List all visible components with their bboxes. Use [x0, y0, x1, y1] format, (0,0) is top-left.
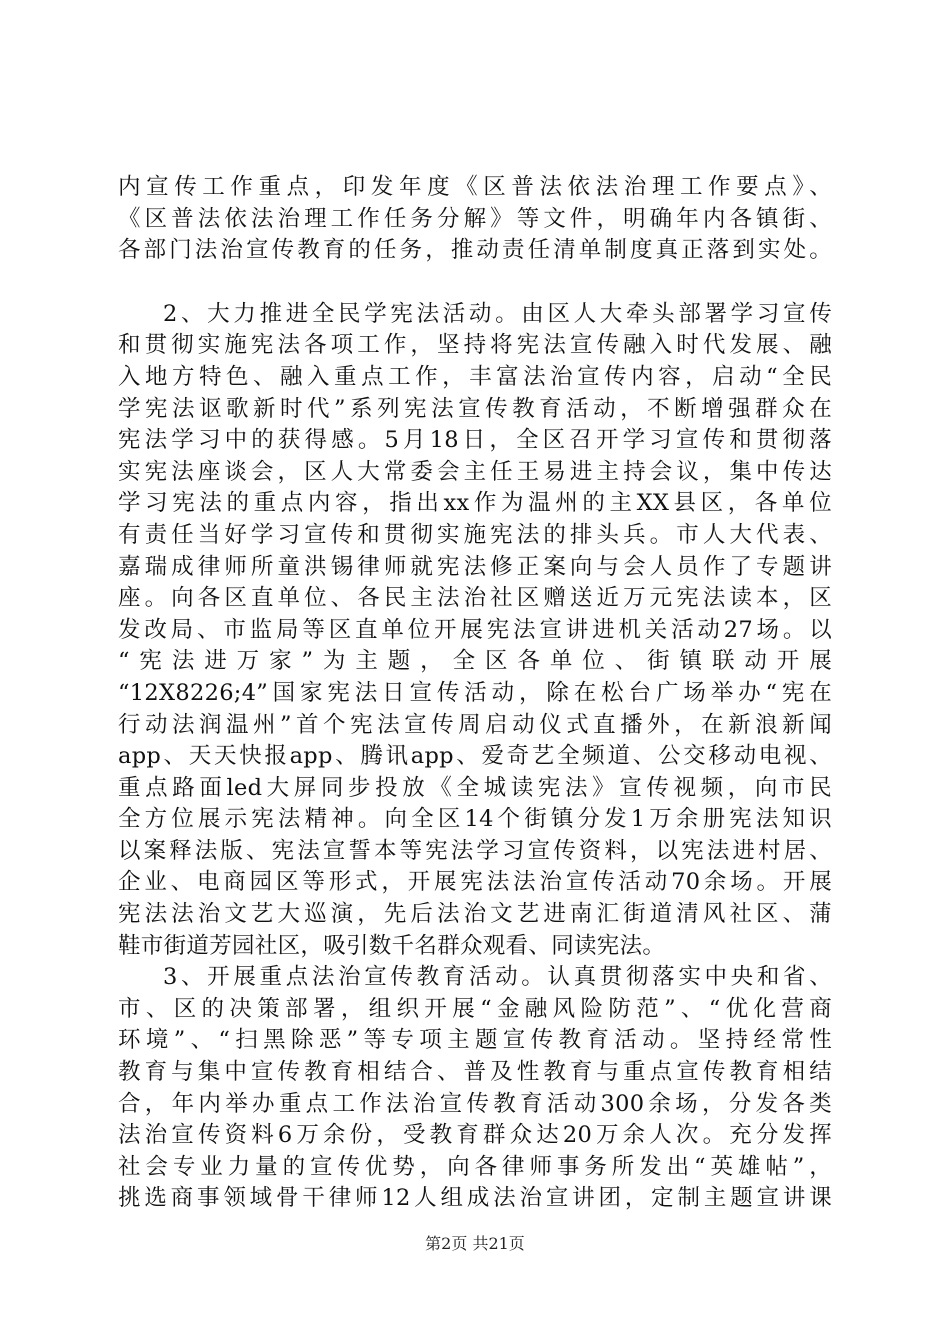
text-line: app、天天快报app、腾讯app、爱奇艺全频道、公交移动电视、: [118, 743, 832, 770]
text-line: 2、大力推进全民学宪法活动。由区人大牵头部署学习宣传: [163, 300, 832, 327]
text-line: 有责任当好学习宣传和贯彻实施宪法的排头兵。市人大代表、: [118, 521, 832, 548]
text-line: 嘉瑞成律师所童洪锡律师就宪法修正案向与会人员作了专题讲: [118, 553, 832, 580]
text-line: 宪法学习中的获得感。5月18日，全区召开学习宣传和贯彻落: [118, 427, 832, 454]
text-line: 社会专业力量的宣传优势，向各律师事务所发出“英雄帖”，: [118, 1153, 832, 1180]
paragraph-gap: [118, 267, 832, 299]
paragraph-1: [118, 172, 832, 267]
text-line: 《区普法依法治理工作任务分解》等文件，明确年内各镇街、: [118, 205, 832, 232]
text-line: 法治宣传资料6万余份，受教育群众达20万余人次。充分发挥: [118, 1122, 832, 1149]
text-line: 以案释法版、宪法宣誓本等宪法学习宣传资料，以宪法进村居、: [118, 837, 832, 864]
text-line: 3、开展重点法治宣传教育活动。认真贯彻落实中央和省、: [163, 964, 832, 991]
text-line: 行动法润温州”首个宪法宣传周启动仪式直播外，在新浪新闻: [118, 711, 832, 738]
text-line: 入地方特色、融入重点工作，丰富法治宣传内容，启动“全民: [118, 363, 832, 390]
text-line: 和贯彻实施宪法各项工作，坚持将宪法宣传融入时代发展、融: [118, 332, 832, 359]
text-line: 挑选商事领域骨干律师12人组成法治宣讲团，定制主题宣讲课: [118, 1185, 832, 1212]
text-line: 鞋市街道芳园社区，吸引数千名群众观看、同读宪法。: [118, 932, 666, 959]
page-number: 第2页 共21页: [425, 1234, 525, 1253]
text-line: 座。向各区直单位、各民主法治社区赠送近万元宪法读本，区: [118, 585, 832, 612]
text-line: 学习宪法的重点内容，指出xx作为温州的主XX县区，各单位: [118, 490, 832, 517]
text-line: 学宪法讴歌新时代”系列宪法宣传教育活动，不断增强群众在: [118, 395, 832, 422]
text-line: 发改局、市监局等区直单位开展宪法宣讲进机关活动27场。以: [118, 616, 832, 643]
text-line: 全方位展示宪法精神。向全区14个街镇分发1万余册宪法知识: [118, 806, 832, 833]
text-line: 合，年内举办重点工作法治宣传教育活动300余场，分发各类: [118, 1090, 832, 1117]
text-line: 重点路面led大屏同步投放《全城读宪法》宣传视频，向市民: [118, 774, 832, 801]
text-line: 教育与集中宣传教育相结合、普及性教育与重点宣传教育相结: [118, 1059, 832, 1086]
paragraph-2: [118, 299, 832, 962]
text-line: 各部门法治宣传教育的任务，推动责任清单制度真正落到实处。: [118, 237, 832, 264]
text-line: 环境”、“扫黑除恶”等专项主题宣传教育活动。坚持经常性: [118, 1027, 832, 1054]
text-line: 企业、电商园区等形式，开展宪法法治宣传活动70余场。开展: [118, 869, 832, 896]
document-body: [118, 172, 832, 1215]
text-line: “12X8226;4”国家宪法日宣传活动，除在松台广场举办“宪在: [118, 679, 832, 706]
text-line: 宪法法治文艺大巡演，先后法治文艺进南汇街道清风社区、蒲: [118, 901, 832, 928]
text-line: 内宣传工作重点，印发年度《区普法依法治理工作要点》、: [118, 174, 832, 200]
paragraph-3: [118, 962, 832, 1215]
text-line: “宪法进万家”为主题，全区各单位、街镇联动开展: [118, 648, 832, 675]
text-line: 市、区的决策部署，组织开展“金融风险防范”、“优化营商: [118, 995, 832, 1022]
text-line: 实宪法座谈会，区人大常委会主任王易进主持会议，集中传达: [118, 458, 832, 485]
